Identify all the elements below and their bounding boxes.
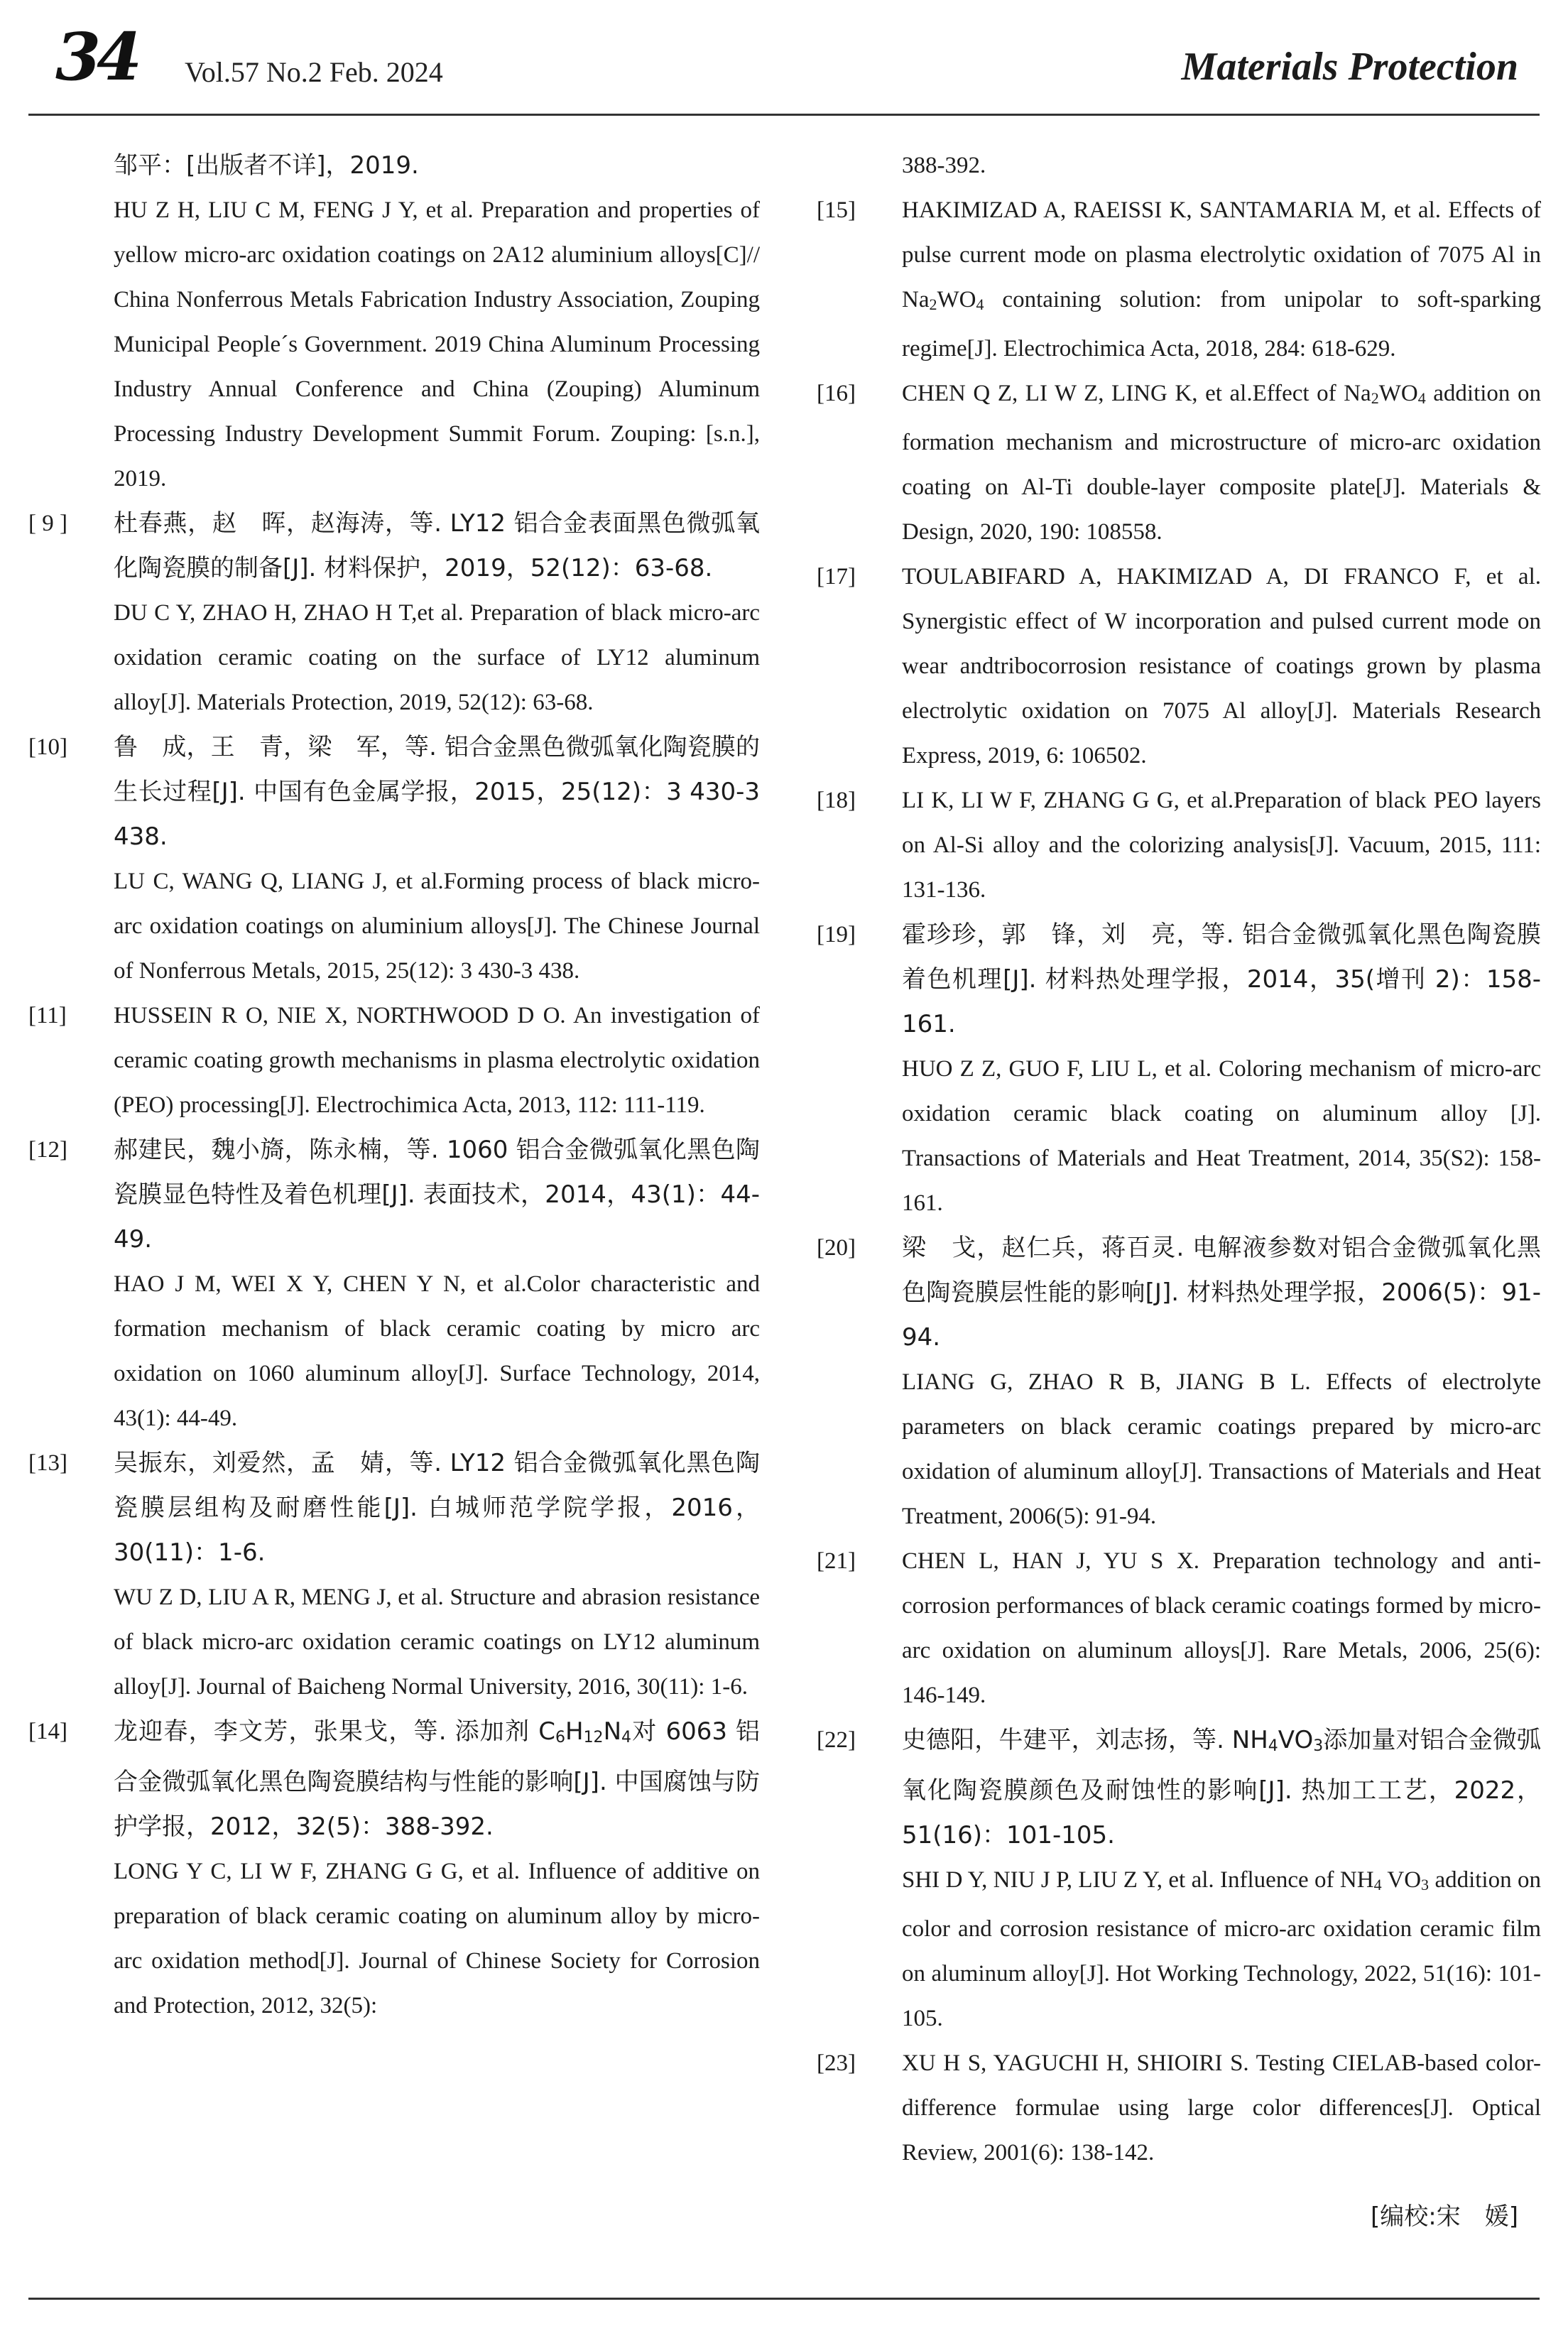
- text-run: 添加量对铝合金微弧氧化陶瓷膜颜色及耐蚀性的影响[J]. 热加工工艺，2022，51(16)：101-105.: [902, 1726, 1541, 1849]
- reference-text-cn: 郝建民，魏小旖，陈永楠，等. 1060 铝合金微弧氧化黑色陶瓷膜显色特性及着色机理[J]. 表面技术，2014，43(1)：44-49.: [114, 1136, 760, 1254]
- reference-number: [15]: [817, 197, 856, 223]
- reference-12: [28, 1128, 760, 1441]
- text-run: CHEN Q Z, LI W Z, LING K, et al.Effect of Na: [902, 381, 1371, 406]
- reference-number: [22]: [817, 1727, 856, 1753]
- reference-text-cn: 鲁 成，王 青，梁 军，等. 铝合金黑色微弧氧化陶瓷膜的生长过程[J]. 中国有色金属学报，2015，25(12)：3 430-3 438.: [114, 733, 760, 851]
- page-number: 34: [55, 18, 138, 95]
- text-run: WO: [1378, 381, 1418, 406]
- footer-rule: [28, 2298, 1540, 2300]
- text-run: containing solution: from unipolar to soft-sparking regime[J]. Electrochimica Acta, 2018, 284: 618-629.: [902, 287, 1541, 362]
- reference-text-en: LONG Y C, LI W F, ZHANG G G, et al. Influence of additive on preparation of black ceramic coating on aluminum alloy by micro-arc oxidation method[J]. Journal of Chinese Society for Corrosion and Protection, 2012, 32(5):: [114, 1859, 760, 2018]
- reference-20: [817, 1226, 1541, 1539]
- reference-9: [28, 501, 760, 725]
- text-run: H: [565, 1717, 584, 1746]
- subscript: 2: [929, 295, 937, 313]
- reference-19: [817, 913, 1541, 1226]
- reference-text-en: CHEN L, HAN J, YU S X. Preparation technology and anti-corrosion performances of black ceramic coatings formed by micro-arc oxidation on aluminum alloys[J]. Rare Metals, 2006, 25(6): 146-149.: [902, 1548, 1541, 1708]
- reference-text-en: XU H S, YAGUCHI H, SHIOIRI S. Testing CIELAB-based color-difference formulae using large color differences[J]. Optical Review, 2001(6): 138-142.: [902, 2050, 1541, 2166]
- text-run: addition on formation mechanism and microstructure of micro-arc oxidation coating on Al-Ti double-layer composite plate[J]. Materials & Design, 2020, 190: 108558.: [902, 381, 1541, 545]
- reference-text-cn: 霍珍珍，郭 锋，刘 亮，等. 铝合金微弧氧化黑色陶瓷膜着色机理[J]. 材料热处理学报，2014，35(增刊 2)：158-161.: [902, 920, 1541, 1038]
- reference-number: [23]: [817, 2050, 856, 2076]
- reference-text-en: HUO Z Z, GUO F, LIU L, et al. Coloring mechanism of micro-arc oxidation ceramic black coating on aluminum alloy [J]. Transactions of Materials and Heat Treatment, 2014, 35(S2): 158-161.: [902, 1056, 1541, 1216]
- text-run: WO: [937, 287, 976, 313]
- reference-text-en: HAO J M, WEI X Y, CHEN Y N, et al.Color characteristic and formation mechanism of black ceramic coating by micro arc oxidation on 1060 aluminum alloy[J]. Surface Technology, 2014, 43(1): 44-49.: [114, 1271, 760, 1431]
- text-run: SHI D Y, NIU J P, LIU Z Y, et al. Influence of NH: [902, 1867, 1374, 1893]
- reference-17: [817, 555, 1541, 778]
- text-run: HAKIMIZAD A, RAEISSI K, SANTAMARIA M, et al. Effects of pulse current mode on plasma electrolytic oxidation of 7075 Al in Na: [902, 197, 1541, 313]
- subscript: 3: [1313, 1737, 1324, 1755]
- reference-10: [28, 725, 760, 994]
- reference-text-en: TOULABIFARD A, HAKIMIZAD A, DI FRANCO F, et al. Synergistic effect of W incorporation and pulsed current mode on wear andtribocorrosion resistance of coatings grown by plasma electrolytic oxidation on 7075 Al alloy[J]. Materials Research Express, 2019, 6: 106502.: [902, 564, 1541, 768]
- editor-note: [编校:宋 媛]: [1371, 2202, 1518, 2231]
- reference-text-en: LU C, WANG Q, LIANG J, et al.Forming process of black micro-arc oxidation coatings on aluminium alloys[J]. The Chinese Journal of Nonferrous Metals, 2015, 25(12): 3 430-3 438.: [114, 869, 760, 984]
- reference-text-cn: 邹平：[出版者不详]，2019.: [114, 151, 419, 180]
- text-run: VO: [1278, 1726, 1314, 1754]
- reference-23: [817, 2041, 1541, 2175]
- text-run: addition on color and corrosion resistance of micro-arc oxidation ceramic film on aluminum alloy[J]. Hot Working Technology, 2022, 51(16): 101-105.: [902, 1867, 1541, 2031]
- reference-text-en: LIANG G, ZHAO R B, JIANG B L. Effects of electrolyte parameters on black ceramic coatings prepared by micro-arc oxidation of aluminum alloy[J]. Transactions of Materials and Heat Treatment, 2006(5): 91-94.: [902, 1369, 1541, 1529]
- subscript: 4: [1268, 1737, 1278, 1755]
- subscript: 6: [555, 1729, 565, 1746]
- subscript: 4: [621, 1729, 631, 1746]
- reference-text-en: HUSSEIN R O, NIE X, NORTHWOOD D O. An investigation of ceramic coating growth mechanisms in plasma electrolytic oxidation (PEO) processing[J]. Electrochimica Acta, 2013, 112: 111-119.: [114, 1003, 760, 1118]
- reference-number: [21]: [817, 1548, 856, 1574]
- journal-name: Materials Protection: [1181, 45, 1518, 89]
- reference-number: [14]: [28, 1719, 67, 1744]
- subscript: 2: [1371, 389, 1379, 407]
- text-run: 对 6063 铝合金微弧氧化黑色陶瓷膜结构与性能的影响[J]. 中国腐蚀与防护学报，2012，32(5)：388-392.: [114, 1717, 760, 1841]
- left-column: [28, 143, 760, 2028]
- reference-22: [817, 1718, 1541, 2041]
- reference-13: [28, 1441, 760, 1710]
- reference-number: [17]: [817, 564, 856, 589]
- reference-text-cn: 杜春燕，赵 晖，赵海涛，等. LY12 铝合金表面黑色微弧氧化陶瓷膜的制备[J]. 材料保护，2019，52(12)：63-68.: [114, 509, 760, 582]
- reference-text-en: [902, 371, 1541, 555]
- reference-16: [817, 371, 1541, 555]
- reference-text-en: DU C Y, ZHAO H, ZHAO H T,et al. Preparation of black micro-arc oxidation ceramic coating on the surface of LY12 aluminum alloy[J]. Materials Protection, 2019, 52(12): 63-68.: [114, 600, 760, 715]
- subscript: 4: [1417, 389, 1426, 407]
- header-rule: [28, 114, 1540, 116]
- reference-number: [10]: [28, 734, 67, 760]
- subscript: 4: [1373, 1876, 1382, 1893]
- reference-number: [20]: [817, 1235, 856, 1261]
- reference-text-cn: 梁 戈，赵仁兵，蒋百灵. 电解液参数对铝合金微弧氧化黑色陶瓷膜层性能的影响[J]. 材料热处理学报，2006(5)：91-94.: [902, 1234, 1541, 1352]
- reference-number: [13]: [28, 1450, 67, 1476]
- issue-info: Vol.57 No.2 Feb. 2024: [185, 56, 443, 88]
- text-run: N: [603, 1717, 621, 1746]
- reference-number: [12]: [28, 1137, 67, 1163]
- reference-text-en: LI K, LI W F, ZHANG G G, et al.Preparation of black PEO layers on Al-Si alloy and the colorizing analysis[J]. Vacuum, 2015, 111: 131-136.: [902, 788, 1541, 903]
- reference-number: [18]: [817, 788, 856, 813]
- text-run: VO: [1381, 1867, 1422, 1893]
- subscript: 12: [583, 1729, 604, 1746]
- reference-text-en: [902, 1858, 1541, 2041]
- reference-text-cn: [902, 1718, 1541, 1858]
- text-run: 史德阳，牛建平，刘志扬，等. NH: [902, 1726, 1268, 1754]
- right-column: [817, 143, 1541, 2175]
- reference-text-en: WU Z D, LIU A R, MENG J, et al. Structure and abrasion resistance of black micro-arc oxidation ceramic coatings on LY12 aluminum alloy[J]. Journal of Baicheng Normal University, 2016, 30(11): 1-6.: [114, 1585, 760, 1700]
- subscript: 4: [976, 295, 984, 313]
- reference-text-en: HU Z H, LIU C M, FENG J Y, et al. Preparation and properties of yellow micro-arc oxidation coatings on 2A12 aluminium alloys[C]// China Nonferrous Metals Fabrication Industry Association, Zouping Municipal People´s Government. 2019 China Aluminum Processing Industry Annual Conference and China (Zouping) Aluminum Processing Industry Development Summit Forum. Zouping: [s.n.], 2019.: [114, 197, 760, 491]
- reference-number: [ 9 ]: [28, 511, 67, 536]
- reference-21: [817, 1539, 1541, 1718]
- reference-text-en: [902, 188, 1541, 371]
- reference-continued: [817, 143, 1541, 188]
- reference-18: [817, 778, 1541, 913]
- reference-text-cn: 吴振东，刘爱然，孟 婧，等. LY12 铝合金微弧氧化黑色陶瓷膜层组构及耐磨性能[J]. 白城师范学院学报，2016，30(11)：1-6.: [114, 1449, 760, 1567]
- subscript: 3: [1421, 1876, 1430, 1893]
- reference-number: [19]: [817, 922, 856, 947]
- reference-text-en: 388-392.: [902, 153, 986, 178]
- reference-14: [28, 1710, 760, 2028]
- reference-15: [817, 188, 1541, 371]
- reference-number: [11]: [28, 1003, 67, 1028]
- reference-text-cn: [114, 1710, 760, 1849]
- reference-continued: [28, 143, 760, 501]
- reference-number: [16]: [817, 381, 856, 406]
- reference-11: [28, 994, 760, 1128]
- text-run: 龙迎春，李文芳，张果戈，等. 添加剂 C: [114, 1717, 555, 1746]
